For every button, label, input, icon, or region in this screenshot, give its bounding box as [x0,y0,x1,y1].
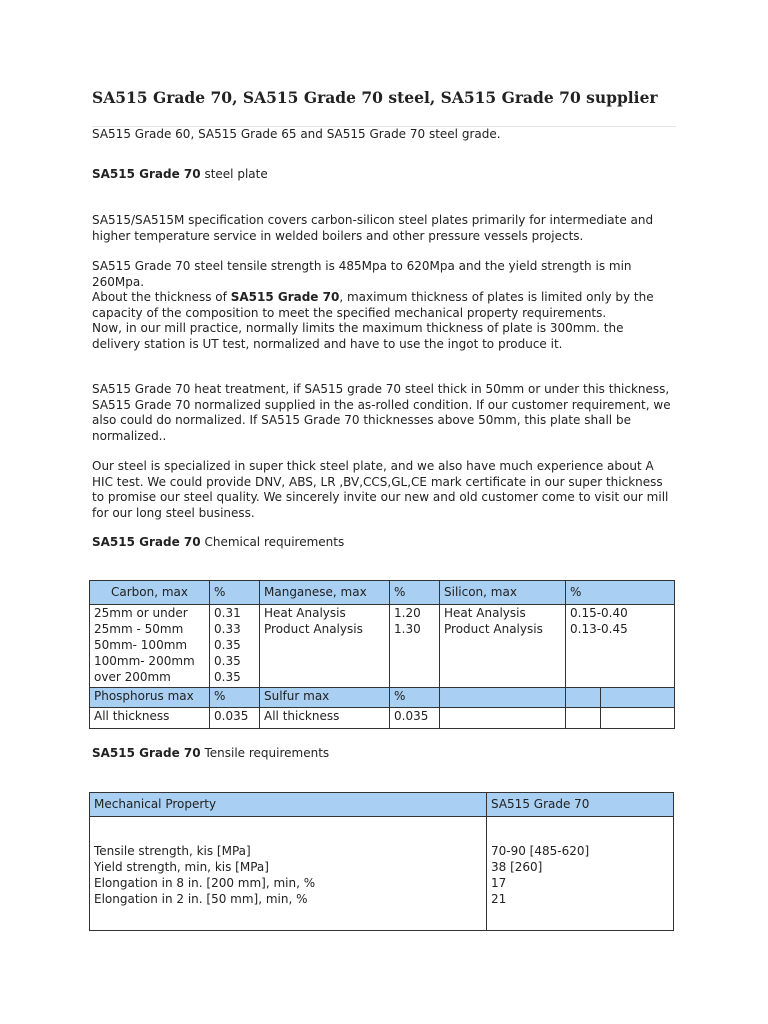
tensile-heading [92,746,674,762]
thickness-bold: SA515 Grade 70 [230,290,340,304]
carbon-range: 25mm - 50mm [94,622,184,636]
carbon-ranges-cell [90,605,210,688]
silicon-labels-cell [440,605,566,688]
table-row [90,581,675,605]
carbon-range: 100mm- 200mm [94,654,195,668]
property-value: 70-90 [485-620] [491,844,590,858]
manganese-value: 1.30 [394,622,421,636]
carbon-range: 50mm- 100mm [94,638,188,652]
header-percent: % [390,581,440,605]
silicon-values-cell [566,605,675,688]
header-phosphorus: Phosphorus max [90,688,210,708]
table-row [90,688,675,708]
carbon-value: 0.35 [214,670,241,684]
manganese-label: Product Analysis [264,622,363,636]
sulfur-thickness: All thickness [260,708,390,729]
header-carbon: Carbon, max [90,581,210,605]
silicon-label: Heat Analysis [444,606,526,620]
table-row [90,793,674,817]
intro-text: SA515 Grade 60, SA515 Grade 65 and SA515 Grade 70 steel grade. [92,127,501,141]
phosphorus-thickness: All thickness [90,708,210,729]
heat-treatment-paragraph: SA515 Grade 70 heat treatment, if SA515 grade 70 steel thick in 50mm or under this thickness, SA515 Grade 70 normalized supplied in the as-rolled condition. If our customer requirement, we also could do normalized. If SA515 Grade 70 thicknesses above 50mm, this plate shall be normalized.. [92,382,671,443]
property-value: 21 [491,892,507,906]
property-name: Tensile strength, kis [MPa] [94,844,251,858]
header-percent: % [210,688,260,708]
plate-heading-rest: steel plate [200,167,268,181]
silicon-value: 0.13-0.45 [570,622,628,636]
chemical-requirements-table [89,580,675,729]
carbon-range: over 200mm [94,670,171,684]
properties-cell [90,817,487,931]
manganese-value: 1.20 [394,606,421,620]
thickness-post: , maximum thickness of plates is limited only by the capacity of the composition to meet the specified mechanical property requirements. [92,290,654,320]
tensile-heading-rest: Tensile requirements [200,746,330,760]
thickness-paragraph [92,290,674,352]
manganese-values-cell [390,605,440,688]
empty-cell [566,688,601,708]
chemical-heading-bold: SA515 Grade 70 [92,535,201,549]
manganese-label: Heat Analysis [264,606,346,620]
thickness-line2: Now, in our mill practice, normally limits the maximum thickness of plate is 300mm. the delivery station is UT test, normalized and have to use the ingot to produce it. [92,321,624,351]
header-manganese: Manganese, max [260,581,390,605]
header-percent: % [566,581,675,605]
chemical-heading [92,535,674,551]
header-percent: % [210,581,260,605]
table-row [90,708,675,729]
chemical-heading-rest: Chemical requirements [200,535,345,549]
spec-paragraph: SA515/SA515M specification covers carbon-silicon steel plates primarily for intermediate and higher temperature service in welded boilers and other pressure vessels projects. [92,213,654,243]
manganese-labels-cell [260,605,390,688]
empty-cell [601,688,675,708]
phosphorus-value: 0.035 [210,708,260,729]
header-mechanical-property: Mechanical Property [90,793,487,817]
carbon-value: 0.35 [214,654,241,668]
carbon-value: 0.33 [214,622,241,636]
silicon-value: 0.15-0.40 [570,606,628,620]
carbon-values-cell [210,605,260,688]
sulfur-value: 0.035 [390,708,440,729]
thickness-pre: About the thickness of [92,290,231,304]
plate-heading-bold: SA515 Grade 70 [92,167,201,181]
header-grade: SA515 Grade 70 [487,793,674,817]
empty-cell [440,688,566,708]
property-value: 38 [260] [491,860,543,874]
company-paragraph: Our steel is specialized in super thick steel plate, and we also have much experience about A HIC test. We could provide DNV, ABS, LR ,BV,CCS,GL,CE mark certificate in our super thickness to promise our steel quality. We sincerely invite our new and old customer come to visit our mill for our long steel business. [92,459,669,520]
tensile-requirements-table [89,792,674,931]
empty-cell [440,708,566,729]
table-row [90,817,674,931]
carbon-value: 0.35 [214,638,241,652]
header-percent: % [390,688,440,708]
values-cell [487,817,674,931]
property-name: Yield strength, min, kis [MPa] [94,860,269,874]
carbon-value: 0.31 [214,606,241,620]
property-name: Elongation in 2 in. [50 mm], min, % [94,892,308,906]
empty-cell [601,708,675,729]
header-silicon: Silicon, max [440,581,566,605]
property-value: 17 [491,876,507,890]
table-row [90,605,675,688]
strength-paragraph: SA515 Grade 70 steel tensile strength is 485Mpa to 620Mpa and the yield strength is min 260Mpa. [92,259,632,289]
header-sulfur: Sulfur max [260,688,390,708]
tensile-heading-bold: SA515 Grade 70 [92,746,201,760]
silicon-label: Product Analysis [444,622,543,636]
empty-cell [566,708,601,729]
property-name: Elongation in 8 in. [200 mm], min, % [94,876,316,890]
carbon-range: 25mm or under [94,606,188,620]
page-title: SA515 Grade 70, SA515 Grade 70 steel, SA515 Grade 70 supplier [92,88,658,107]
plate-heading [92,167,674,183]
